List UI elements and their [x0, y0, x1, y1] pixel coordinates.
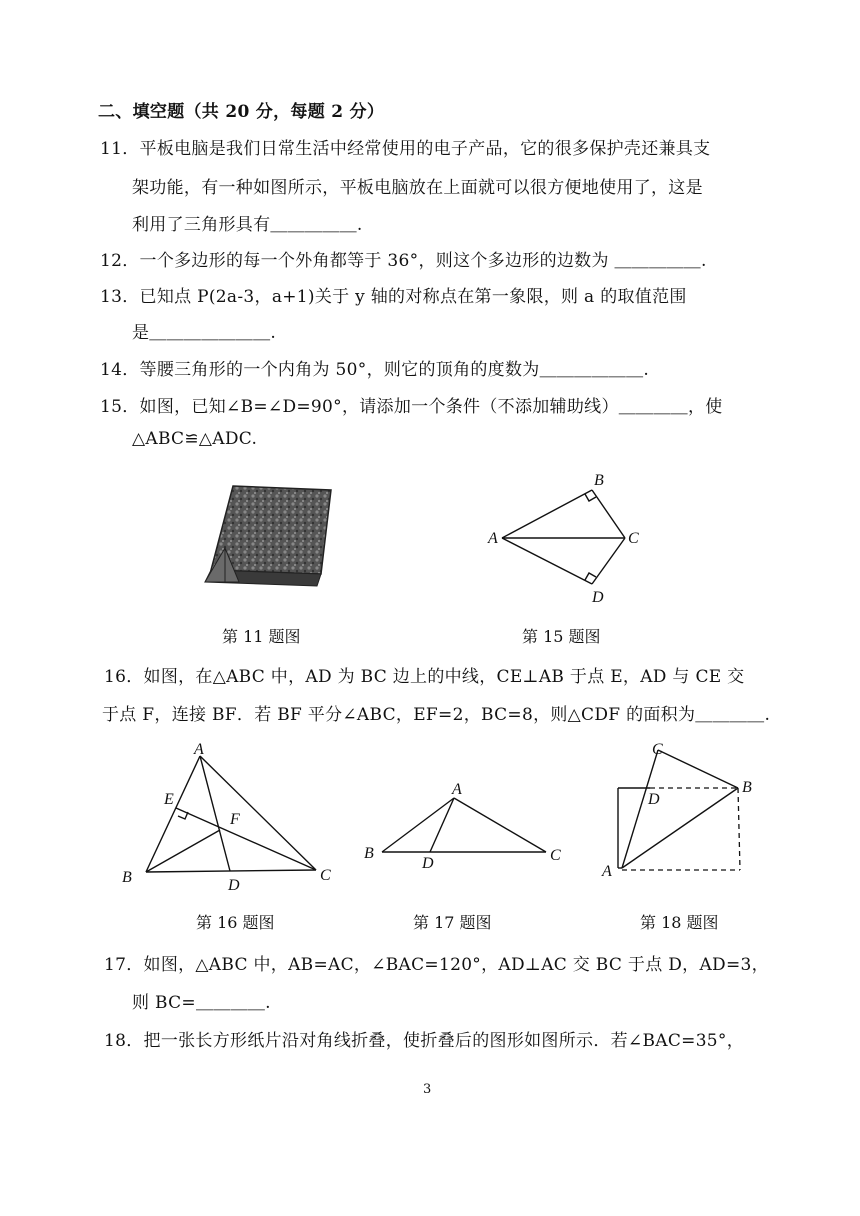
q17-line2: 则 BC=＿＿＿＿.: [132, 993, 271, 1013]
fig18-label-d: D: [648, 791, 660, 808]
q15-line2: △ABC≌△ADC.: [132, 429, 258, 449]
fig17-label-d: D: [422, 855, 434, 872]
fig18-diagram: [596, 738, 766, 888]
fig18-label-c: C: [652, 741, 663, 758]
q16-line2: 于点 F，连接 BF．若 BF 平分∠ABC，EF=2，BC=8，则△CDF 的面积为＿＿＿＿.: [102, 705, 771, 725]
q14-line: 14．等腰三角形的一个内角为 50°，则它的顶角的度数为＿＿＿＿＿＿.: [100, 360, 650, 380]
q11-line2: 架功能，有一种如图所示，平板电脑放在上面就可以很方便地使用了，这是: [132, 178, 703, 198]
fig16-label-e: E: [164, 791, 174, 808]
q12-line: 12．一个多边形的每一个外角都等于 36°，则这个多边形的边数为 ＿＿＿＿＿.: [100, 251, 707, 271]
fig15-label-a: A: [488, 530, 498, 547]
fig16-label-d: D: [228, 877, 240, 894]
fig16-diagram: [118, 742, 338, 902]
fig15-diagram: [480, 470, 650, 610]
section-title: 二、填空题（共 20 分，每题 2 分）: [98, 102, 385, 122]
fig15-caption: 第 15 题图: [522, 627, 601, 646]
fig15-segment-dc: [592, 538, 625, 584]
fig17-label-b: B: [364, 845, 374, 862]
q11-line1: 11．平板电脑是我们日常生活中经常使用的电子产品，它的很多保护壳还兼具支: [100, 139, 711, 159]
q13-line1: 13．已知点 P(2a-3，a+1)关于 y 轴的对称点在第一象限，则 a 的取值范围: [100, 287, 687, 307]
fig18-label-a: A: [602, 863, 612, 880]
fig15-right-angle-b: [585, 494, 596, 501]
q15-line1: 15．如图，已知∠B=∠D=90°，请添加一个条件（不添加辅助线）＿＿＿＿，使: [100, 397, 723, 417]
fig15-segment-bc: [592, 490, 625, 538]
fig18-label-b: B: [742, 779, 752, 796]
fig18-caption: 第 18 题图: [640, 913, 719, 932]
fig15-label-b: B: [594, 472, 604, 489]
fig17-label-a: A: [452, 781, 462, 798]
fig11-caption: 第 11 题图: [222, 627, 301, 646]
fig17-caption: 第 17 题图: [413, 913, 492, 932]
q17-line1: 17．如图，△ABC 中，AB=AC，∠BAC=120°，AD⊥AC 交 BC 于点 D，AD=3，: [104, 955, 769, 975]
fig16-label-c: C: [320, 867, 331, 884]
tablet-stand-photo: [195, 478, 335, 598]
q18-line1: 18．把一张长方形纸片沿对角线折叠，使折叠后的图形如图所示．若∠BAC=35°，: [104, 1031, 745, 1051]
fig16-caption: 第 16 题图: [196, 913, 275, 932]
fig15-segment-ad: [502, 538, 592, 584]
fig16-label-f: F: [230, 811, 240, 828]
fig17-label-c: C: [550, 847, 561, 864]
fig16-label-a: A: [194, 742, 204, 758]
fig15-label-d: D: [592, 589, 604, 606]
page-number: 3: [423, 1082, 432, 1097]
q16-line1: 16．如图，在△ABC 中，AD 为 BC 边上的中线，CE⊥AB 于点 E，AD 与 CE 交: [104, 667, 745, 687]
fig15-label-c: C: [628, 530, 639, 547]
fig15-segment-ab: [502, 490, 592, 538]
fig17-diagram: [360, 776, 570, 876]
q13-line2: 是＿＿＿＿＿＿＿.: [132, 323, 277, 343]
fig15-right-angle-d: [585, 573, 596, 580]
q11-line3: 利用了三角形具有＿＿＿＿＿.: [132, 215, 363, 235]
fig16-label-b: B: [122, 869, 132, 886]
